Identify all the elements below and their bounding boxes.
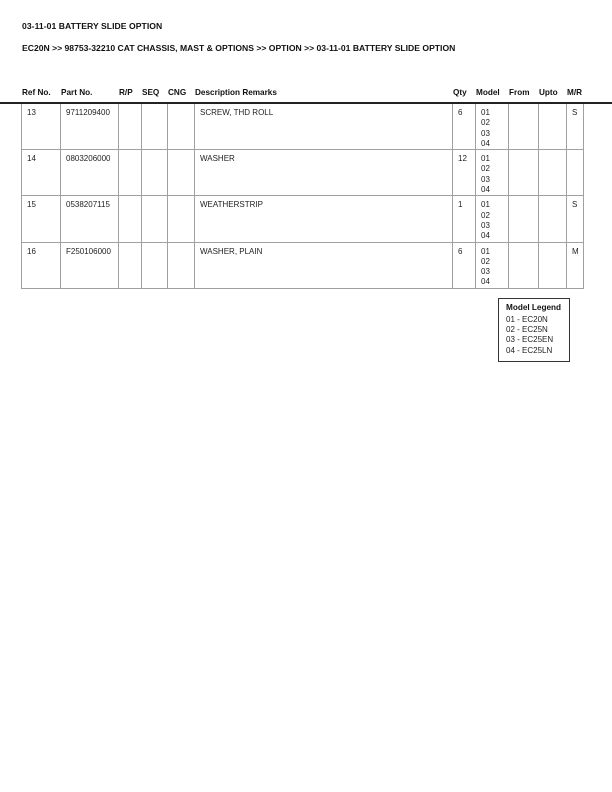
header-part-no: Part No. [61,88,93,97]
model-code: 04 [481,231,490,241]
model-code: 03 [481,220,490,230]
model-code: 02 [481,256,490,266]
header-rp: R/P [119,88,133,97]
table-row [22,104,584,150]
model-code: 02 [481,118,490,128]
table-row [22,242,584,288]
cell-cng [168,242,195,288]
cell-qty: 6 [453,242,476,288]
legend-item: 03 - EC25EN [506,335,554,345]
cell-seq [142,242,168,288]
cell-from [509,242,539,288]
cell-mr: S [567,196,584,242]
table-row [22,150,584,196]
legend-item: 02 - EC25N [506,325,548,335]
model-code: 03 [481,267,490,277]
cell-description: WASHER [195,150,453,196]
cell-upto [539,242,567,288]
cell-ref-no: 15 [22,196,61,242]
table-header [0,88,612,100]
cell-rp [119,242,142,288]
cell-qty: 6 [453,104,476,150]
cell-upto [539,150,567,196]
cell-from [509,150,539,196]
header-seq: SEQ [142,88,160,97]
cell-description: SCREW, THD ROLL [195,104,453,150]
model-code: 01 [481,246,490,256]
header-cng: CNG [168,88,187,97]
cell-rp [119,104,142,150]
cell-model [476,150,509,196]
model-code: 01 [481,154,490,164]
cell-seq [142,150,168,196]
cell-part-no: F250106000 [61,242,119,288]
model-code: 04 [481,277,490,287]
cell-model [476,196,509,242]
cell-ref-no: 14 [22,150,61,196]
model-code: 04 [481,138,490,148]
cell-cng [168,104,195,150]
cell-mr: S [567,104,584,150]
cell-ref-no: 16 [22,242,61,288]
cell-cng [168,196,195,242]
model-code: 03 [481,128,490,138]
model-code: 02 [481,210,490,220]
cell-ref-no: 13 [22,104,61,150]
table-row [22,196,584,242]
header-qty: Qty [453,88,467,97]
header-upto: Upto [539,88,558,97]
cell-seq [142,104,168,150]
cell-from [509,196,539,242]
cell-rp [119,150,142,196]
cell-qty: 1 [453,196,476,242]
cell-mr [567,150,584,196]
cell-upto [539,104,567,150]
legend-item: 04 - EC25LN [506,345,553,355]
cell-description: WASHER, PLAIN [195,242,453,288]
header-description: Description Remarks [195,88,277,97]
legend-item: 01 - EC20N [506,315,548,324]
cell-upto [539,196,567,242]
cell-part-no: 9711209400 [61,104,119,150]
header-model: Model [476,88,500,97]
cell-qty: 12 [453,150,476,196]
cell-cng [168,150,195,196]
cell-model [476,242,509,288]
model-code: 04 [481,185,490,195]
cell-seq [142,196,168,242]
parts-table [21,104,584,289]
breadcrumb: EC20N >> 98753-32210 CAT CHASSIS, MAST & OPTIONS >> OPTION >> 03-11-01 BATTERY SLIDE OPTION [22,43,456,53]
cell-rp [119,196,142,242]
model-code: 01 [481,108,490,117]
cell-model [476,104,509,150]
model-legend [498,298,570,362]
model-code: 01 [481,200,490,210]
cell-description: WEATHERSTRIP [195,196,453,242]
cell-mr: M [567,242,584,288]
header-from: From [509,88,530,97]
header-ref-no: Ref No. [22,88,51,97]
model-code: 02 [481,164,490,174]
legend-title: Model Legend [506,303,562,312]
cell-from [509,104,539,150]
page-title: 03-11-01 BATTERY SLIDE OPTION [22,21,163,31]
header-mr: M/R [567,88,583,97]
cell-part-no: 0538207115 [61,196,119,242]
model-code: 03 [481,174,490,184]
cell-part-no: 0803206000 [61,150,119,196]
